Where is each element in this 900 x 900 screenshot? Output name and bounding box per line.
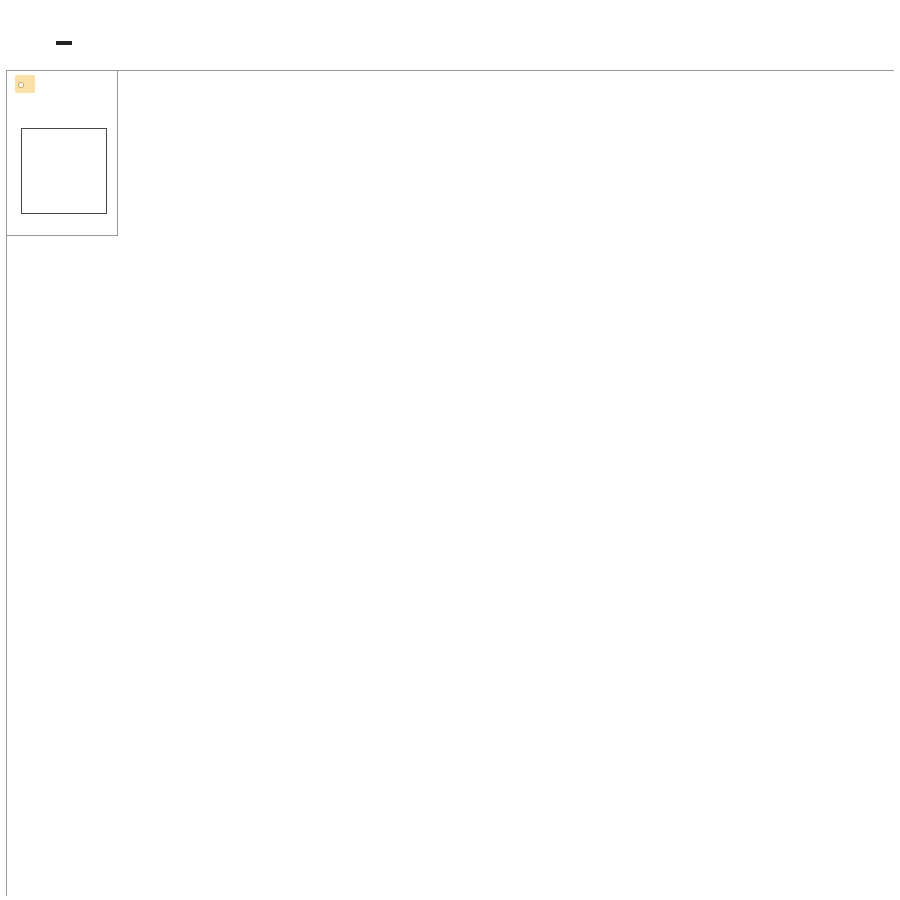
design-card[interactable] <box>7 71 118 236</box>
design-id-tag <box>15 75 35 93</box>
title-number <box>56 41 72 45</box>
page-header <box>0 0 900 64</box>
design-grid <box>6 70 894 896</box>
font-specs <box>21 96 113 116</box>
nameplate-preview <box>21 128 107 214</box>
page-title <box>30 26 76 50</box>
font-spec-line <box>21 96 113 106</box>
font-spec-line <box>21 106 113 116</box>
